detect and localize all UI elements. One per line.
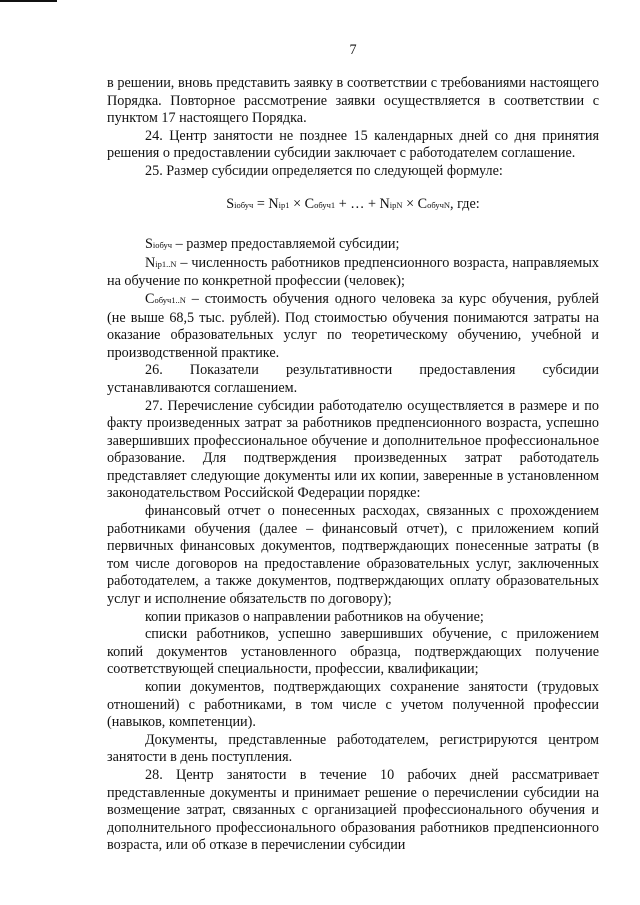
paragraph-26: 26. Показатели результативности предоставления субсидии устанавливаются соглашением. xyxy=(107,362,599,396)
paragraph-27: 27. Перечисление субсидии работодателю осуществляется в размере и по факту произведенных затрат за работников предпенсионного возраста, успешно завершивших профессиональное обучение и дополнительное профессиональное образование. Для подтверждения произведенных затрат работодатель представляет следующие документы или их копии, заверенные в установленном законодательством Российской Федерации порядке: xyxy=(107,397,599,502)
list-item: финансовый отчет о понесенных расходах, связанных с прохождением работниками обучения (далее – финансовый отчет), с приложением копий первичных финансовых документов, подтверждающих понесенные затраты (в том числе договоров на предоставление образовательных услуг, заключенных работодателем, а также документов, подтверждающих оплату образовательных услуг и исполнение обязательств по договору); xyxy=(107,503,599,608)
paragraph-28: 28. Центр занятости в течение 10 рабочих дней рассматривает представленные документы и принимает решение о перечислении субсидии на возмещение затрат, связанных с организацией профессионального обучения и дополнительного профессионального образования работников предпенсионного возраста, или об отказе в перечислении субсидии xyxy=(107,766,599,854)
paragraph-24: 24. Центр занятости не позднее 15 календарных дней со дня принятия решения о предоставлении субсидии заключает с работодателем соглашение. xyxy=(107,127,599,162)
def-n-text: – численность работников предпенсионного возраста, направляемых на обучение по конкретной профессии (человек); xyxy=(107,254,599,290)
header-rule xyxy=(0,0,57,2)
formula-s: S xyxy=(226,195,235,212)
def-s-sub: iобуч xyxy=(152,240,173,251)
paragraph-continuation: в решении, вновь представить заявку в соответствии с требованиями настоящего Порядка. Повторное рассмотрение заявки осуществляется в соответствии с пунктом 17 настоящего Порядка. xyxy=(107,75,599,127)
formula-times-1: × xyxy=(289,195,305,212)
formula-nn-sub: ipN xyxy=(389,199,403,210)
def-n-sub: ip1..N xyxy=(155,258,177,269)
list-item: копии документов, подтверждающих сохранение занятости (трудовых отношений) с работниками, в том числе с учетом полученной профессии (навыков, компетенции). xyxy=(107,679,599,731)
formula-n1-sub: ip1 xyxy=(278,199,290,210)
formula-times-2: × xyxy=(402,195,418,212)
subsidy-formula xyxy=(107,196,599,215)
def-s-symbol: S xyxy=(145,236,153,253)
formula-s-sub: iобуч xyxy=(234,199,254,210)
definition-s xyxy=(107,236,599,255)
formula-cn: C xyxy=(417,195,428,212)
formula-mid: + … + xyxy=(335,195,380,212)
document-body xyxy=(107,75,599,855)
def-c-text: – стоимость обучения одного человека за курс обучения, рублей (не выше 68,5 тыс. рублей). Под стоимостью обучения понимаются затраты на оказание образовательных услуг по теоретическому обучению, учебной и производственной практике. xyxy=(107,290,599,361)
def-n-symbol: N xyxy=(145,254,156,271)
def-c-symbol: C xyxy=(145,290,155,307)
def-c-sub: обуч1..N xyxy=(154,294,186,305)
paragraph-25: 25. Размер субсидии определяется по следующей формуле: xyxy=(145,162,503,179)
def-s-text: – размер предоставляемой субсидии; xyxy=(172,236,400,253)
formula-n1: N xyxy=(268,195,279,212)
list-item: списки работников, успешно завершивших обучение, с приложением копий документов установленного образца, подтверждающих получение соответствующей специальности, профессии, квалификации; xyxy=(107,626,599,678)
formula-eq: = xyxy=(253,195,269,212)
paragraph-documents: Документы, представленные работодателем, регистрируются центром занятости в день поступления. xyxy=(107,731,599,766)
definition-c xyxy=(107,291,599,362)
definition-n xyxy=(107,255,599,291)
formula-tail: , где: xyxy=(450,195,480,212)
list-item: копии приказов о направлении работников на обучение; xyxy=(145,608,484,625)
formula-nn: N xyxy=(379,195,390,212)
formula-c1-sub: обуч1 xyxy=(314,199,336,210)
formula-c1: C xyxy=(304,195,315,212)
formula-cn-sub: обучN xyxy=(427,199,451,210)
page-number: 7 xyxy=(349,42,357,58)
